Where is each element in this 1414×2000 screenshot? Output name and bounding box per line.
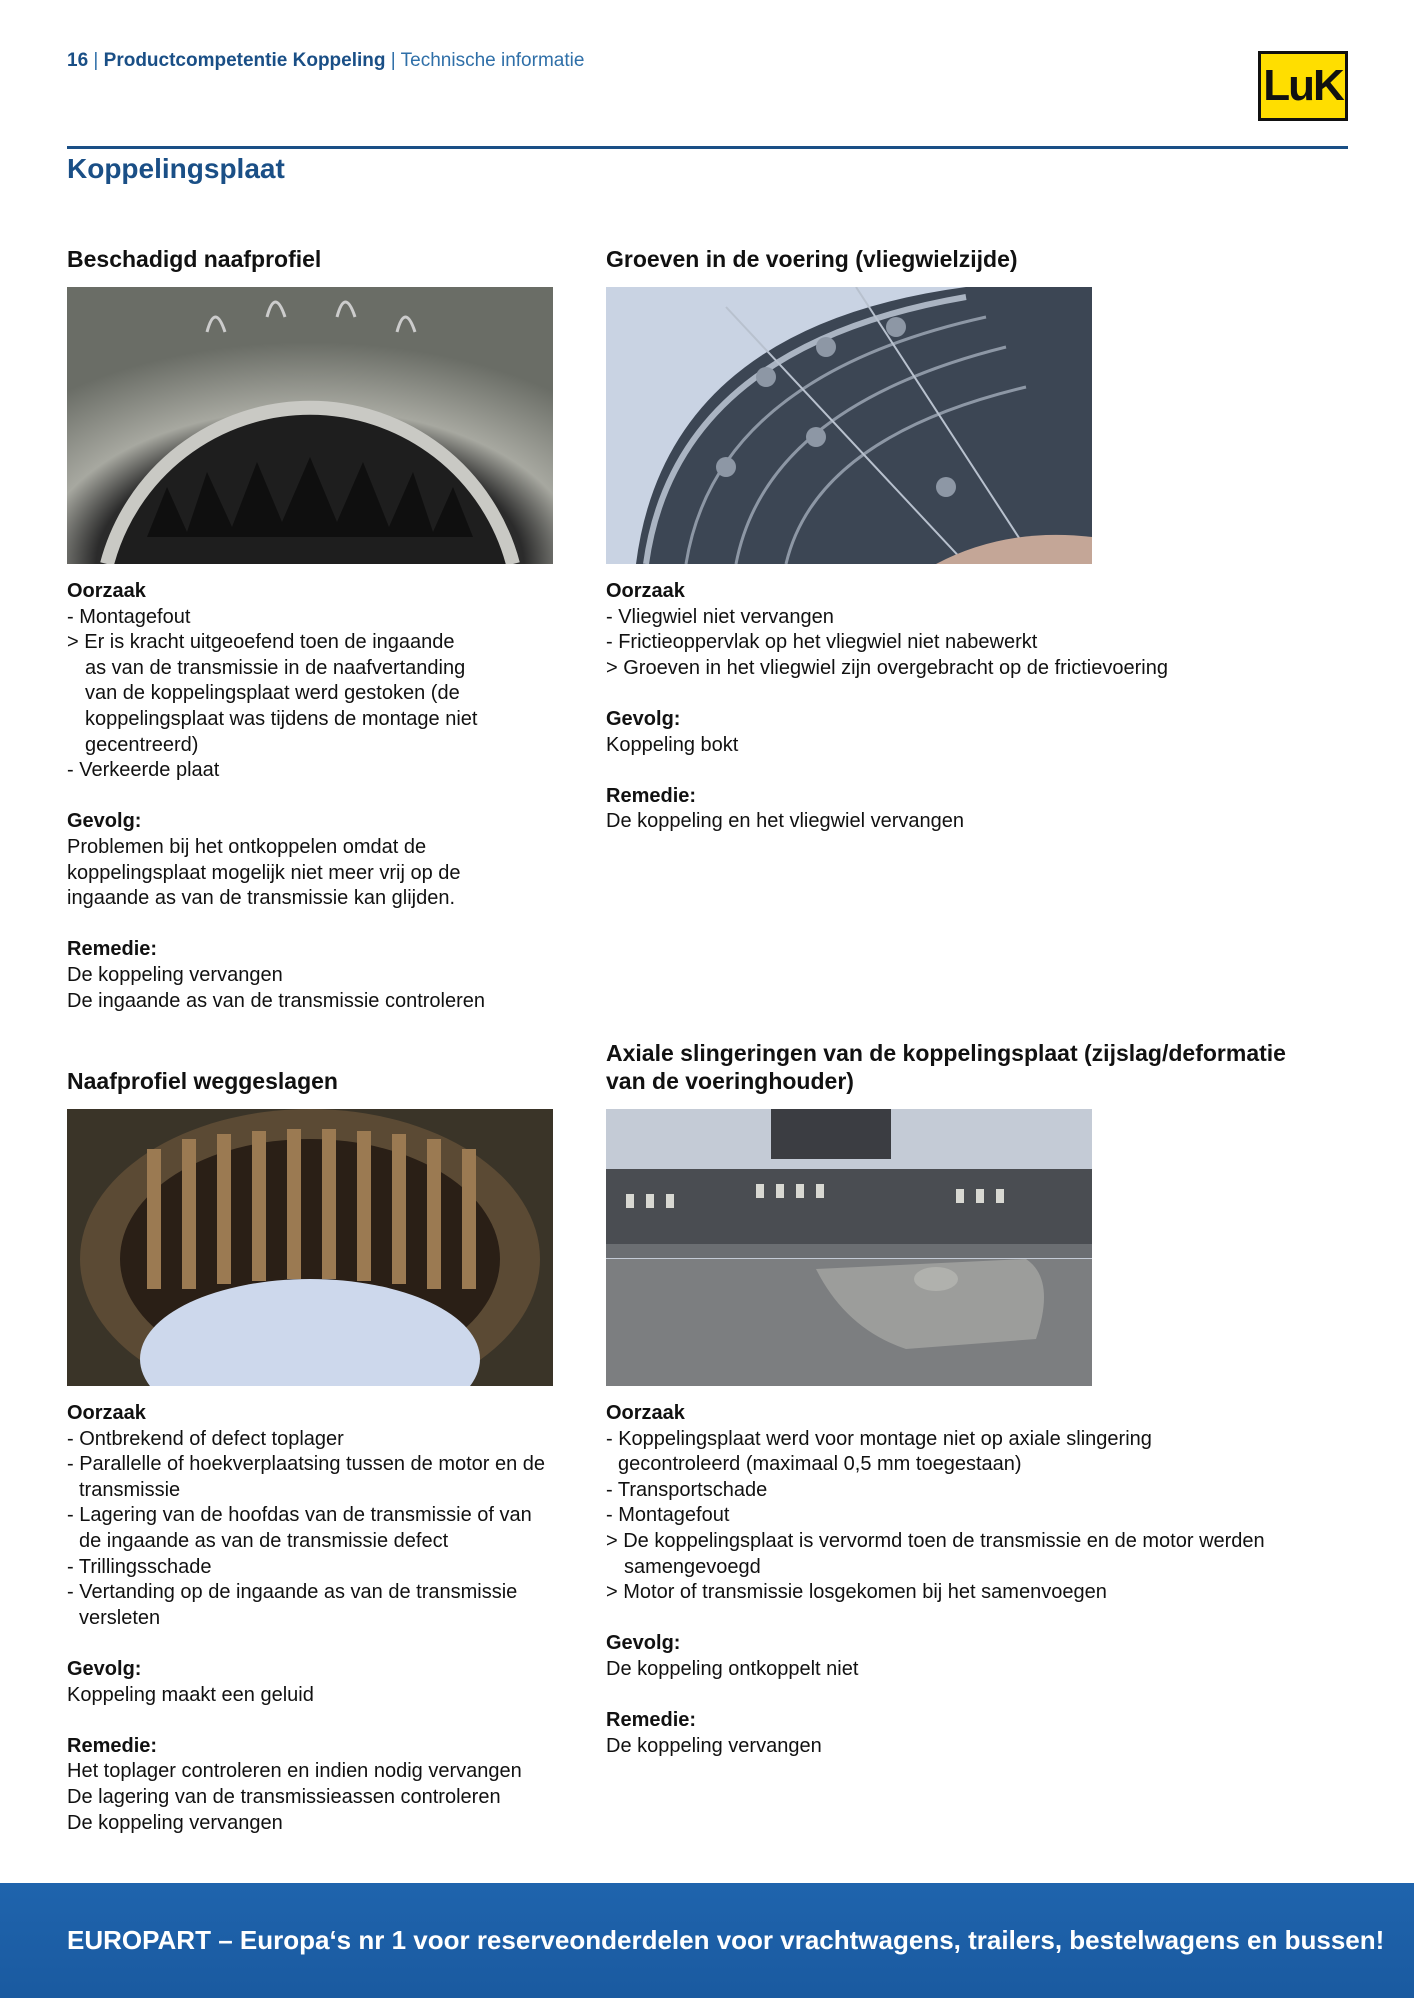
- effect-label: Gevolg:: [606, 1632, 681, 1655]
- cause-line: - Vliegwiel niet vervangen: [606, 605, 834, 628]
- cause-line: - Vertanding op de ingaande as van de transmissie: [67, 1581, 518, 1604]
- effect-line: koppelingsplaat mogelijk niet meer vrij op de: [67, 861, 461, 884]
- footer-text: EUROPART – Europa‘s nr 1 voor reserveonderdelen voor vrachtwagens, trailers, bestelwagens en bussen!: [67, 1925, 1385, 1955]
- remedy-line: De koppeling vervangen: [67, 963, 283, 986]
- header-subsection: Technische informatie: [400, 50, 585, 71]
- cause-label: Oorzaak: [606, 1402, 685, 1424]
- page-number: 16: [67, 50, 89, 71]
- cause-line: van de koppelingsplaat werd gestoken (de: [85, 682, 460, 705]
- cause-line: > Er is kracht uitgeoefend toen de ingaande: [67, 631, 455, 654]
- photo-axial-runout: [606, 1109, 1092, 1386]
- remedy-line: De koppeling vervangen: [606, 1734, 822, 1757]
- section-title: Groeven in de voering (vliegwielzijde): [606, 246, 1018, 272]
- cause-line: versleten: [79, 1606, 161, 1629]
- luk-logo: [1258, 51, 1348, 121]
- cause-label: Oorzaak: [606, 580, 685, 602]
- section-title: [606, 1039, 1356, 1095]
- effect-line: Problemen bij het ontkoppelen omdat de: [67, 835, 427, 858]
- cause-line: > Motor of transmissie losgekomen bij het samenvoegen: [606, 1581, 1107, 1604]
- section-title-line: Axiale slingeringen van de koppelingsplaat (zijslag/deformatie: [606, 1040, 1286, 1066]
- remedy-line: De ingaande as van de transmissie controleren: [67, 989, 486, 1012]
- cause-line: - Koppelingsplaat werd voor montage niet op axiale slingering: [606, 1427, 1152, 1450]
- effect-label: Gevolg:: [67, 810, 142, 833]
- effect-label: Gevolg:: [606, 707, 681, 730]
- cause-line: samengevoegd: [624, 1555, 761, 1578]
- photo-worn-hub: [67, 1109, 553, 1386]
- header-rule: [67, 146, 1348, 149]
- section-groeven-voering: [606, 245, 1356, 835]
- remedy-label: Remedie:: [606, 784, 697, 807]
- remedy-line: Het toplager controleren en indien nodig vervangen: [67, 1760, 522, 1783]
- cause-line: as van de transmissie in de naafvertanding: [85, 656, 466, 679]
- section-beschadigd-naafprofiel: [67, 245, 587, 1014]
- effect-line: De koppeling ontkoppelt niet: [606, 1657, 859, 1680]
- effect-line: Koppeling maakt een geluid: [67, 1683, 314, 1706]
- effect-line: Koppeling bokt: [606, 733, 739, 756]
- cause-line: > Groeven in het vliegwiel zijn overgebracht op de frictievoering: [606, 656, 1168, 679]
- page-title: Koppelingsplaat: [67, 153, 285, 184]
- photo-damaged-hub: [67, 287, 553, 564]
- cause-line: - Frictieoppervlak op het vliegwiel niet nabewerkt: [606, 631, 1038, 654]
- cause-line: - Lagering van de hoofdas van de transmissie of van: [67, 1504, 532, 1527]
- section-naafprofiel-weggeslagen: [67, 1067, 587, 1836]
- section-title: Beschadigd naafprofiel: [67, 246, 322, 272]
- cause-line: - Ontbrekend of defect toplager: [67, 1427, 344, 1450]
- cause-line: - Montagefout: [606, 1504, 730, 1527]
- cause-line: - Transportschade: [606, 1478, 768, 1501]
- footer-banner: [0, 1883, 1414, 1998]
- cause-line: - Montagefout: [67, 605, 191, 628]
- cause-label: Oorzaak: [67, 580, 146, 602]
- cause-line: koppelingsplaat was tijdens de montage niet: [85, 707, 478, 730]
- remedy-label: Remedie:: [67, 1734, 158, 1757]
- cause-label: Oorzaak: [67, 1402, 146, 1424]
- logo-text: LuK: [1263, 61, 1343, 110]
- cause-line: > De koppelingsplaat is vervormd toen de transmissie en de motor werden: [606, 1529, 1265, 1552]
- section-title: Naafprofiel weggeslagen: [67, 1068, 338, 1094]
- effect-label: Gevolg:: [67, 1657, 142, 1680]
- remedy-label: Remedie:: [606, 1709, 697, 1732]
- remedy-line: De koppeling en het vliegwiel vervangen: [606, 810, 965, 833]
- remedy-label: Remedie:: [67, 938, 158, 961]
- header-section: Productcompetentie Koppeling: [103, 50, 386, 71]
- cause-line: de ingaande as van de transmissie defect: [79, 1529, 449, 1552]
- cause-line: - Verkeerde plaat: [67, 759, 220, 782]
- cause-line: - Trillingsschade: [67, 1555, 212, 1578]
- remedy-line: De koppeling vervangen: [67, 1811, 283, 1834]
- photo-grooves-lining: [606, 287, 1092, 564]
- cause-line: gecontroleerd (maximaal 0,5 mm toegestaan): [618, 1453, 1022, 1476]
- section-axiale-slingeringen: [606, 1039, 1356, 1759]
- section-title-line: van de voeringhouder): [606, 1068, 854, 1094]
- cause-line: transmissie: [79, 1478, 181, 1501]
- effect-line: ingaande as van de transmissie kan glijden.: [67, 887, 456, 910]
- page-header: 16 | Productcompetentie Koppeling | Technische informatie: [67, 50, 585, 71]
- remedy-line: De lagering van de transmissieassen controleren: [67, 1785, 501, 1808]
- cause-line: gecentreerd): [85, 733, 199, 756]
- cause-line: - Parallelle of hoekverplaatsing tussen de motor en de: [67, 1453, 546, 1476]
